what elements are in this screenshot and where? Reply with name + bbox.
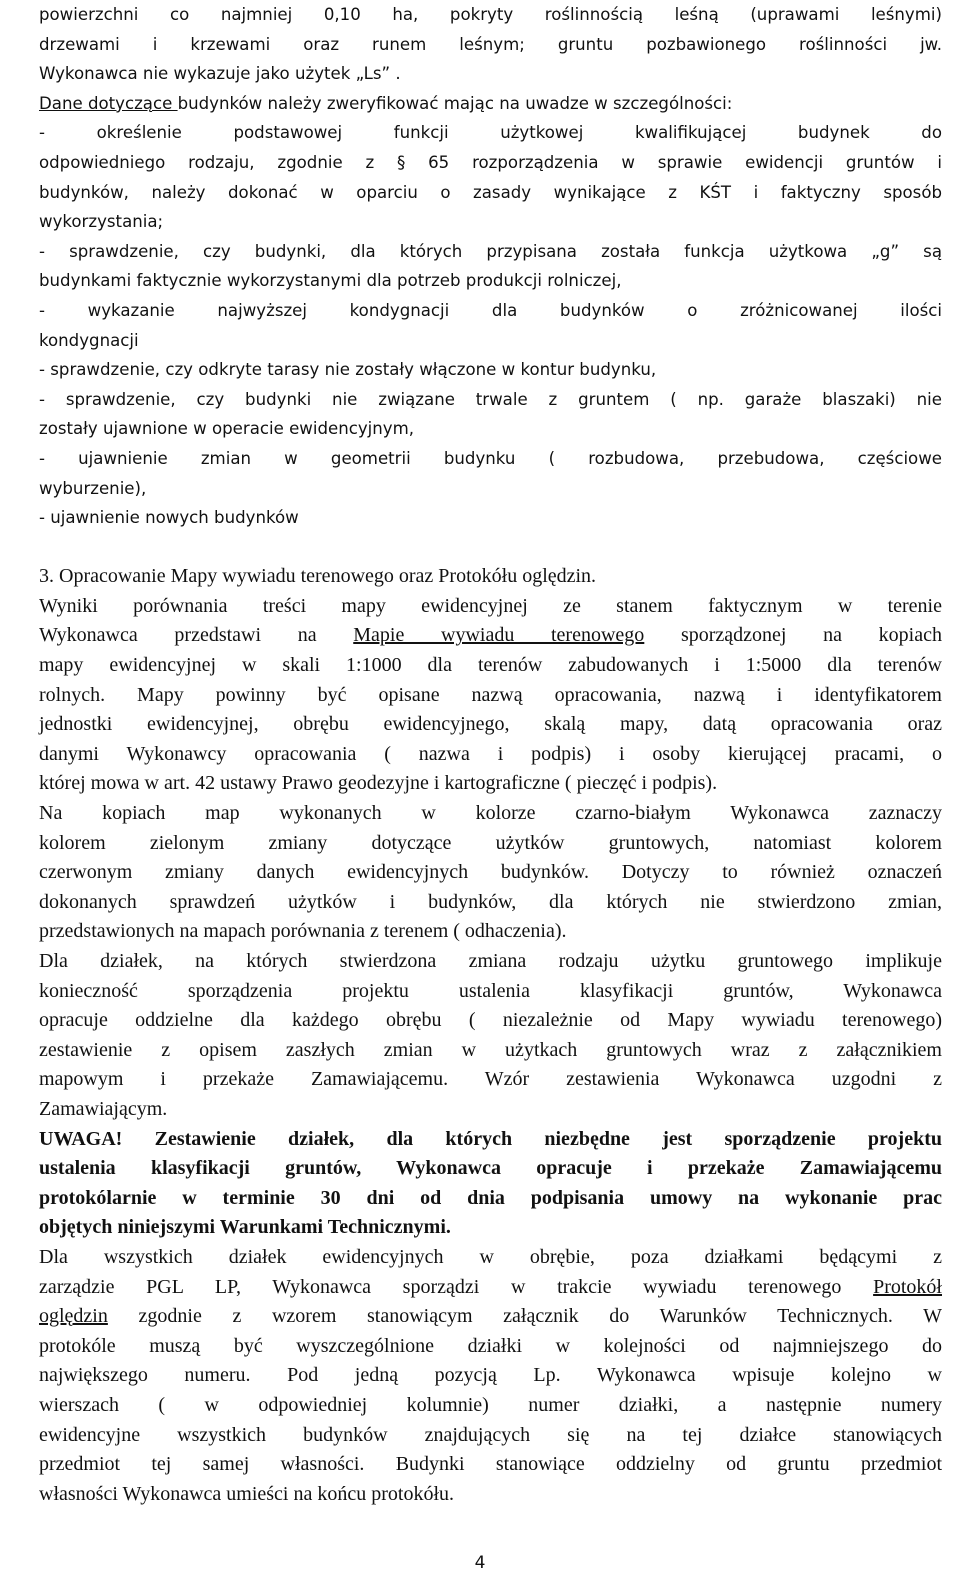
text-line: danymi Wykonawcy opracowania ( nazwa i podpis) i osoby kierującej pracami, o [39,742,942,765]
text-line: kondygnacji [39,330,139,350]
text-line: mapy ewidencyjnej w skali 1:1000 dla terenów zabudowanych i 1:5000 dla terenów [39,654,942,677]
warning-note: objętych niniejszymi Warunkami Technicznymi. [39,1216,451,1239]
text-line: opracuje oddzielne dla każdego obrębu ( niezależnie od Mapy wywiadu terenowego) [39,1009,942,1032]
text-line: budynkami faktycznie wykorzystanymi dla potrzeb produkcji rolniczej, [39,271,622,291]
warning-note: protokólarnie w terminie 30 dni od dnia podpisania umowy na wykonanie prac [39,1186,942,1209]
spacer [39,533,942,563]
list-item: - ujawnienie zmian w geometrii budynku ( rozbudowa, przebudowa, częściowe [39,448,942,468]
text-line: Wykonawca nie wykazuje jako użytek „Ls” . [39,64,401,84]
list-item: - wykazanie najwyższej kondygnacji dla budynków o zróżnicowanej ilości [39,300,942,320]
text-span: zarządzie PGL LP, Wykonawca sporządzi w trakcie wywiadu terenowego [39,1275,874,1298]
text-line: dokonanych sprawdzeń użytków i budynków, dla których nie stwierdzono zmian, [39,890,942,913]
text-line: powierzchni co najmniej 0,10 ha, pokryty roślinnością leśną (uprawami leśnymi) [39,5,942,24]
text-line: Zamawiającym. [39,1097,168,1120]
list-item: - sprawdzenie, czy budynki nie związane trwale z gruntem ( np. garaże blaszaki) nie [39,389,942,409]
text-line [39,89,942,119]
text-line: wierszach ( w odpowiedniej kolumnie) numer działki, a następnie numery [39,1393,942,1416]
text-line: ewidencyjne wszystkich budynków znajdujących się na tej działce stanowiących [39,1423,942,1446]
underlined-text: Dane dotyczące [39,93,178,113]
document-page [39,0,942,1509]
text-line: największego numeru. Pod jedną pozycją Lp. Wykonawca wpisuje kolejno w [39,1364,942,1387]
section-heading: 3. Opracowanie Mapy wywiadu terenowego oraz Protokółu oględzin. [39,565,597,588]
text-line: Dla wszystkich działek ewidencyjnych w obrębie, poza działkami będącymi z [39,1245,942,1268]
text-line: kolorem zielonym zmiany dotyczące użytków gruntowych, natomiast kolorem [39,831,942,854]
list-item: - sprawdzenie, czy budynki, dla których przypisana została funkcja użytkowa „g” są [39,241,942,261]
text-line: budynków, należy dokonać w oparciu o zasady wynikające z KŚT i faktyczny sposób [39,182,942,202]
text-line: konieczność sporządzenia projektu ustalenia klasyfikacji gruntów, Wykonawca [39,979,942,1002]
text-line: Dla działek, na których stwierdzona zmiana rodzaju użytku gruntowego implikuje [39,950,942,972]
warning-note: ustalenia klasyfikacji gruntów, Wykonawca opracuje i przekaże Zamawiającemu [39,1157,942,1180]
underlined-text: oględzin [39,1305,108,1328]
text-line: przedstawionych na mapach porównania z terenem ( odhaczenia). [39,920,567,943]
text-line: własności Wykonawca umieści na końcu protokółu. [39,1482,454,1505]
text-line: wyburzenie), [39,478,147,498]
text-line: Wyniki porównania treści mapy ewidencyjnej ze stanem faktycznym w terenie [39,594,942,617]
underlined-text: Mapie wywiadu terenowego [353,624,645,647]
text-line: odpowiedniego rodzaju, zgodnie z § 65 rozporządzenia w sprawie ewidencji gruntów i [39,152,942,172]
list-item: - sprawdzenie, czy odkryte tarasy nie zostały włączone w kontur budynku, [39,360,657,380]
text-line: Na kopiach map wykonanych w kolorze czarno-białym Wykonawca zaznaczy [39,802,942,825]
text-span: Wykonawca przedstawi na [39,624,354,647]
text-line: przedmiot tej samej własności. Budynki stanowiące oddzielny od gruntu przedmiot [39,1453,942,1476]
text-line [39,1302,942,1332]
text-line: rolnych. Mapy powinny być opisane nazwą opracowania, nazwą i identyfikatorem [39,683,942,706]
text-line: drzewami i krzewami oraz runem leśnym; gruntu pozbawionego roślinności jw. [39,34,942,54]
text-line: której mowa w art. 42 ustawy Prawo geodezyjne i kartograficzne ( pieczęć i podpis). [39,772,718,795]
text-line: mapowym i przekaże Zamawiającemu. Wzór zestawienia Wykonawca uzgodni z [39,1068,942,1091]
text-line [39,1273,942,1303]
text-line: wykorzystania; [39,212,164,232]
text-span: zgodnie z wzorem stanowiącym załącznik do Warunków Technicznych. W [107,1305,942,1328]
text-line: zestawienie z opisem zaszłych zmian w użytkach gruntowych wraz z załącznikiem [39,1038,942,1061]
list-item: - ujawnienie nowych budynków [39,508,299,528]
underlined-text: Protokół [873,1275,942,1298]
text-span: sporządzonej na kopiach [644,624,942,647]
warning-note: UWAGA! Zestawienie działek, dla których niezbędne jest sporządzenie projektu [39,1127,942,1150]
text-line: jednostki ewidencyjnej, obrębu ewidencyjnego, skalą mapy, datą opracowania oraz [39,713,942,736]
text-line: czerwonym zmiany danych ewidencyjnych budynków. Dotyczy to również oznaczeń [39,861,942,884]
list-item: - określenie podstawowej funkcji użytkowej kwalifikującej budynek do [39,123,942,143]
text-span: budynków należy zweryfikować mając na uwadze w szczególności: [177,93,733,113]
text-line: zostały ujawnione w operacie ewidencyjnym, [39,419,415,439]
text-line: protokóle muszą być wyszczególnione działki w kolejności od najmniejszego do [39,1334,942,1357]
text-line [39,621,942,651]
page-number: 4 [474,1553,486,1573]
